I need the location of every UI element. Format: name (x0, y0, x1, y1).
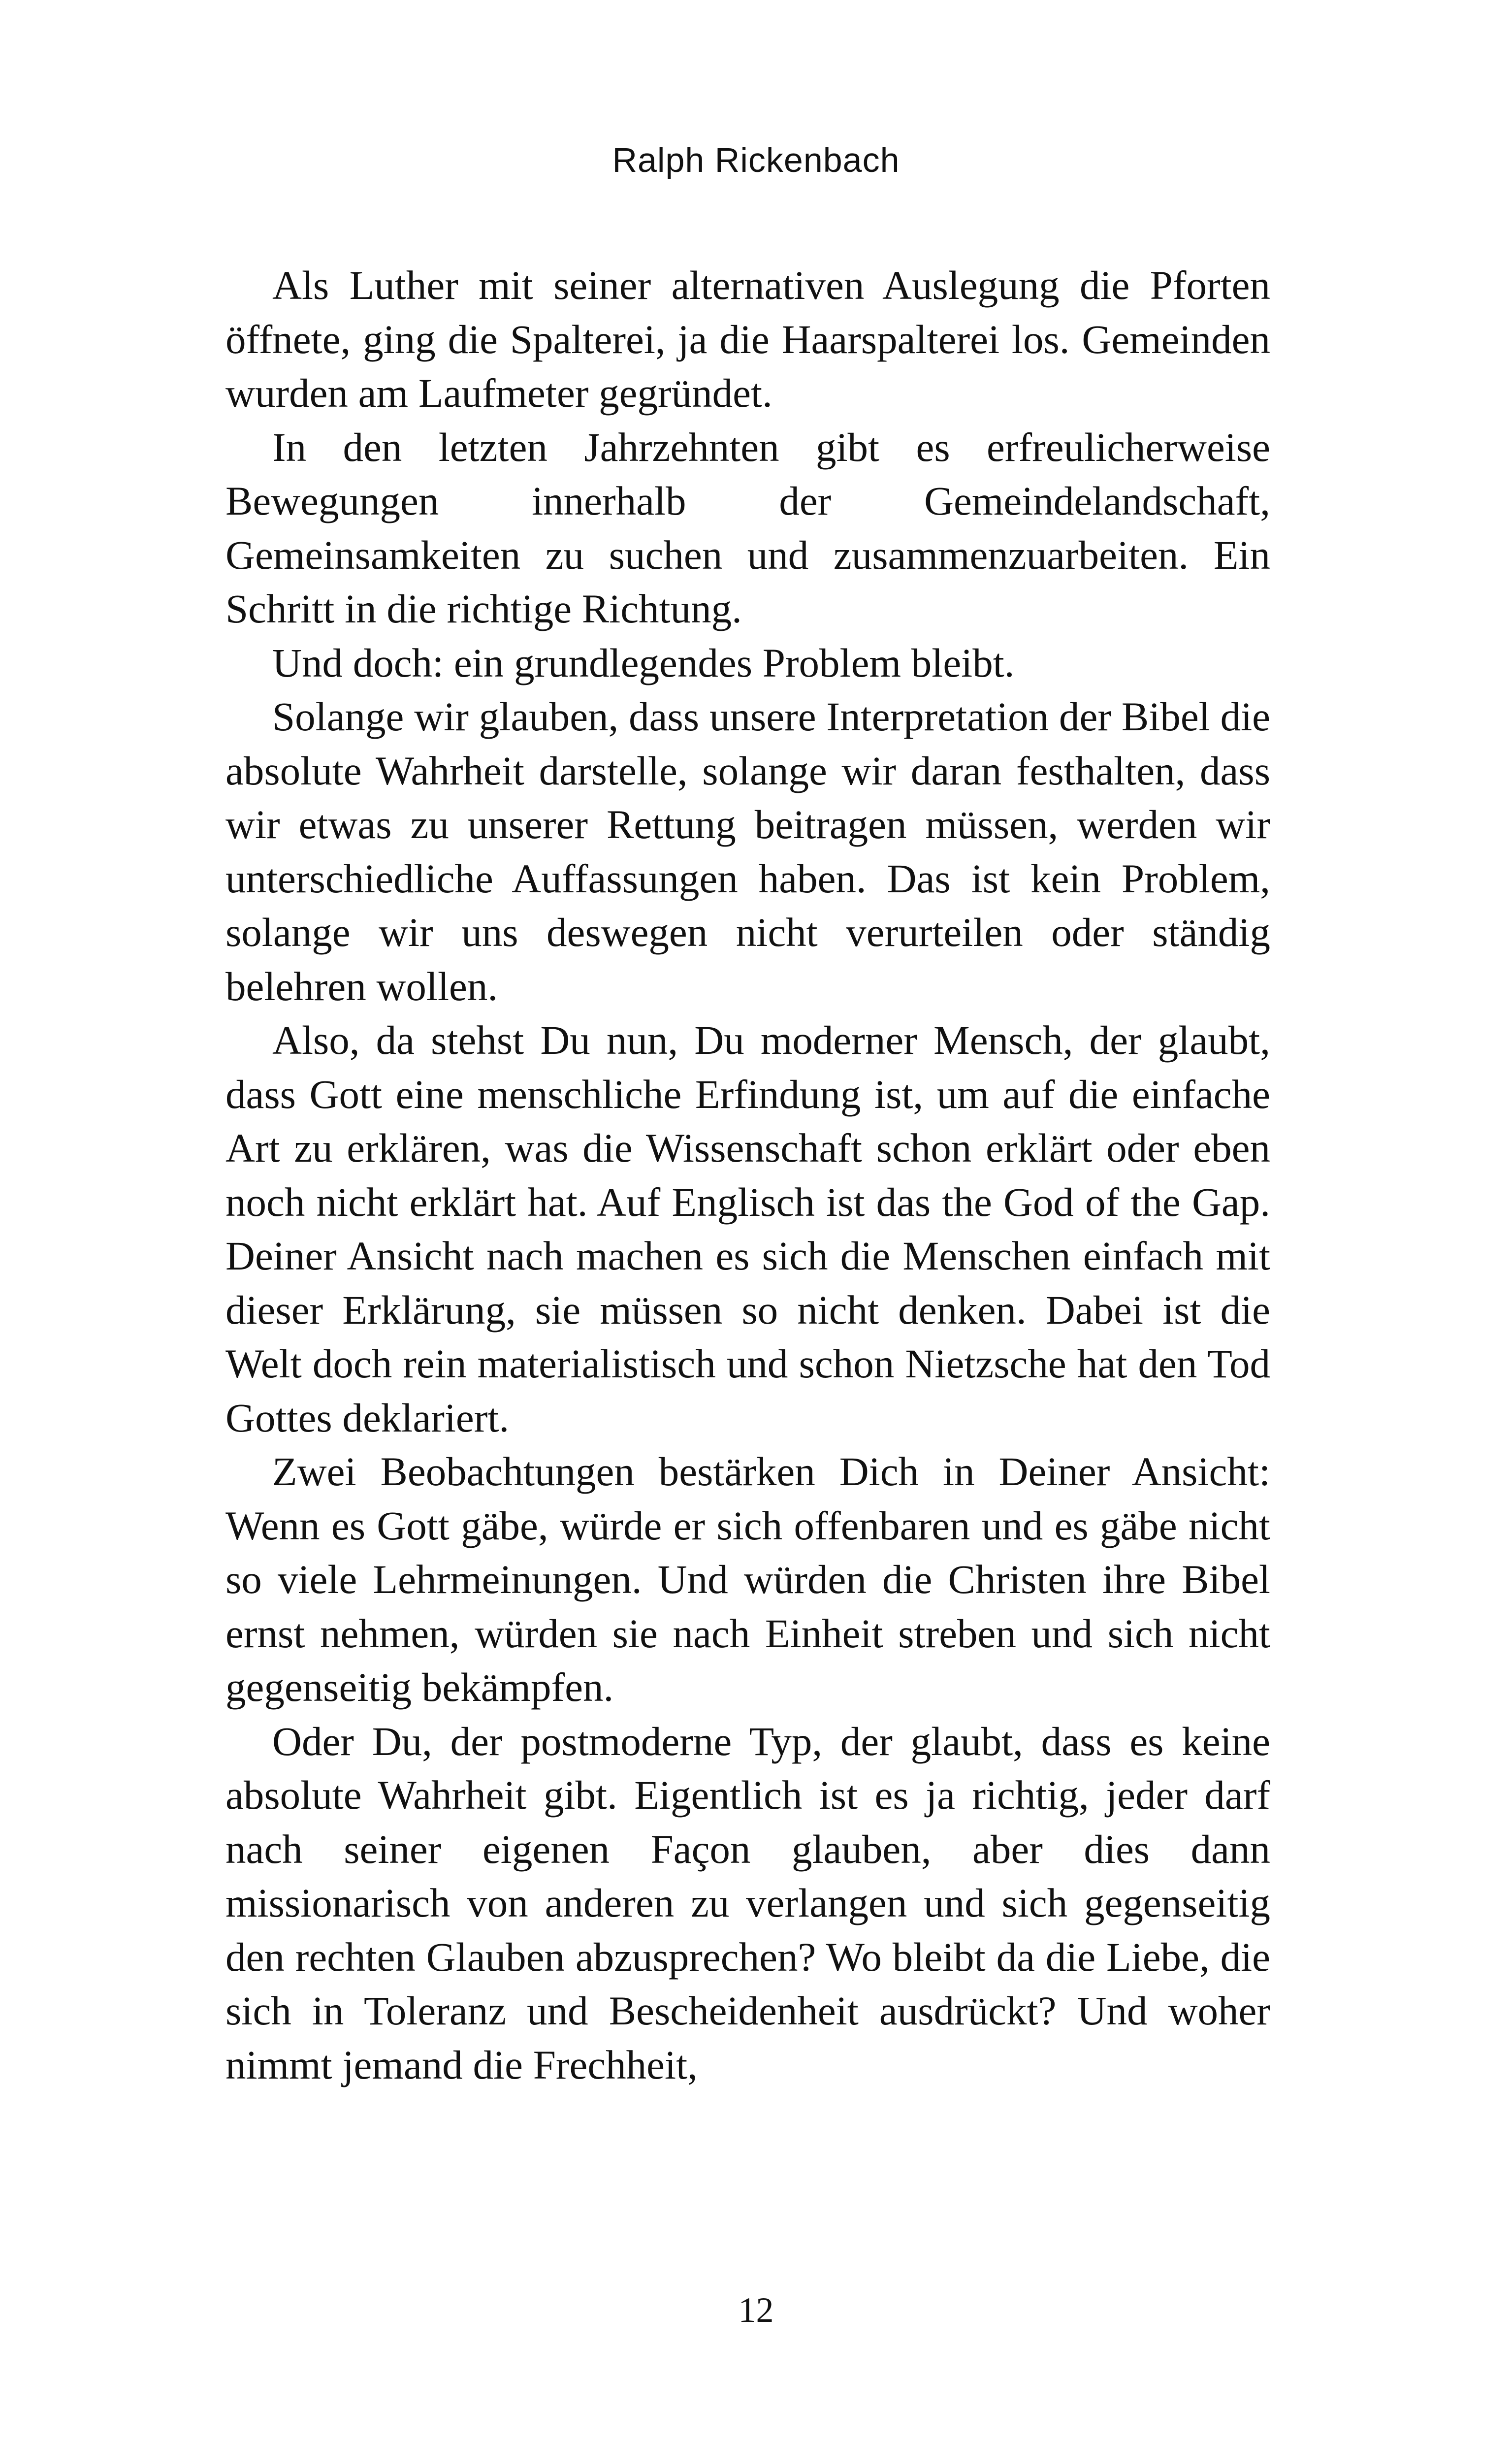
running-head-author: Ralph Rickenbach (612, 141, 900, 179)
paragraph: Als Luther mit seiner alternativen Auslegung die Pforten öffnete, ging die Spalterei, ja die Haarspalterei los. Gemeinden wurden am Laufmeter gegründet. (225, 262, 1270, 416)
paragraph: Solange wir glauben, dass unsere Interpretation der Bibel die absolute Wahrheit darstelle, solange wir daran festhalten, dass wir etwas zu unserer Rettung beitragen müssen, werden wir unterschiedliche Auffassungen haben. Das ist kein Problem, solange wir uns deswegen nicht verurteilen oder ständig belehren wollen. (225, 694, 1270, 1009)
paragraph: Also, da stehst Du nun, Du moderner Mensch, der glaubt, dass Gott eine menschliche Erfindung ist, um auf die einfache Art zu erklären, was die Wissenschaft schon erklärt oder eben noch nicht erklärt hat. Auf Englisch ist das the God of the Gap. Deiner Ansicht nach machen es sich die Menschen einfach mit dieser Erklärung, sie müssen so nicht denken. Dabei ist die Welt doch rein materialistisch und schon Nietzsche hat den Tod Gottes deklariert. (225, 1017, 1270, 1440)
page-number: 12 (738, 2290, 774, 2330)
paragraph: Und doch: ein grundlegendes Problem bleibt. (272, 640, 1015, 685)
paragraph: In den letzten Jahrzehnten gibt es erfreulicherweise Bewegungen innerhalb der Gemeindelandschaft, Gemeinsamkeiten zu suchen und zusammenzuarbeiten. Ein Schritt in die richtige Richtung. (225, 424, 1270, 631)
paragraph: Zwei Beobachtungen bestärken Dich in Deiner Ansicht: Wenn es Gott gäbe, würde er sich offenbaren und es gäbe nicht so viele Lehrmeinungen. Und würden die Christen ihre Bibel ernst nehmen, würden sie nach Einheit streben und sich nicht gegenseitig bekämpfen. (225, 1449, 1270, 1710)
paragraph: Oder Du, der postmoderne Typ, der glaubt, dass es keine absolute Wahrheit gibt. Eigentlich ist es ja richtig, jeder darf nach seiner eigenen Façon glauben, aber dies dann missionarisch von anderen zu verlangen und sich gegenseitig den rechten Glauben abzusprechen? Wo bleibt da die Liebe, die sich in Toleranz und Bescheidenheit ausdrückt? Und woher nimmt jemand die Frechheit, (225, 1718, 1270, 2087)
body-text (225, 259, 1270, 2092)
